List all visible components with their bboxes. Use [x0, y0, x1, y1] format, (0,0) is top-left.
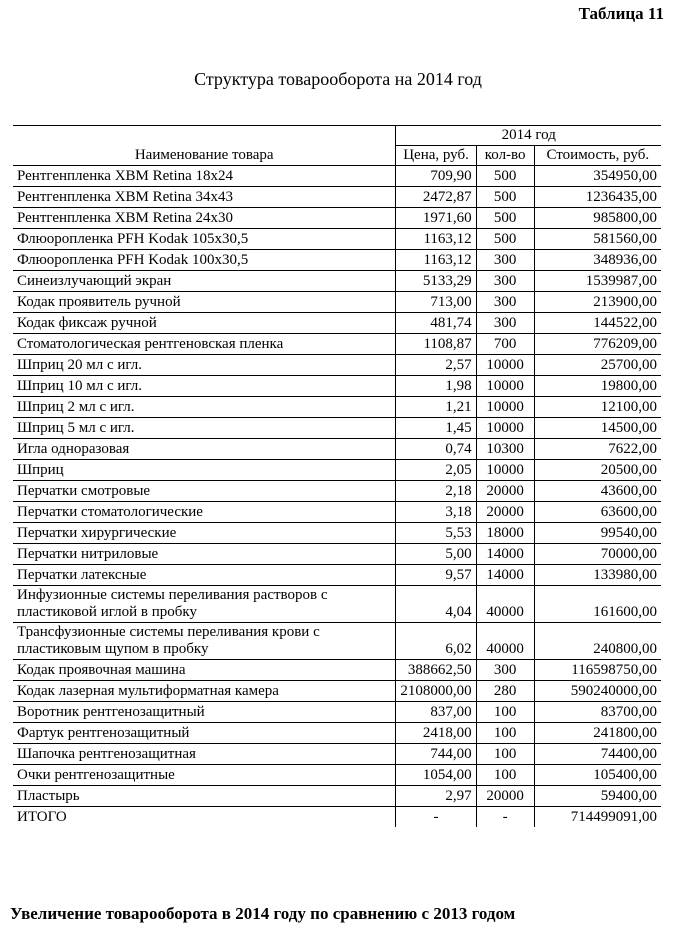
item-cost: 99540,00 [534, 523, 661, 544]
item-qty: 300 [476, 271, 534, 292]
item-cost: 241800,00 [534, 723, 661, 744]
column-header-year: 2014 год [396, 126, 661, 146]
total-cost: 714499091,00 [534, 807, 661, 828]
item-name: Трансфузионные системы переливания крови с пластиковым щупом в пробку [13, 623, 396, 660]
item-cost: 12100,00 [534, 397, 661, 418]
item-cost: 20500,00 [534, 460, 661, 481]
item-qty: 300 [476, 250, 534, 271]
table-number: Таблица 11 [578, 4, 664, 23]
total-row [13, 807, 661, 828]
table-row [13, 502, 661, 523]
item-price: 388662,50 [396, 660, 476, 681]
table-row [13, 397, 661, 418]
item-name: Синеизлучающий экран [13, 271, 396, 292]
item-name: Перчатки нитриловые [13, 544, 396, 565]
item-name: Кодак фиксаж ручной [13, 313, 396, 334]
table-row [13, 523, 661, 544]
table-row [13, 208, 661, 229]
item-name: Флюоропленка PFH Kodak 100х30,5 [13, 250, 396, 271]
item-name: Рентгенпленка XBM Retina 24х30 [13, 208, 396, 229]
item-qty: 100 [476, 765, 534, 786]
item-qty: 300 [476, 313, 534, 334]
item-qty: 700 [476, 334, 534, 355]
item-qty: 10000 [476, 397, 534, 418]
item-name: Шапочка рентгенозащитная [13, 744, 396, 765]
total-label: ИТОГО [13, 807, 396, 828]
table-row [13, 586, 661, 623]
item-cost: 63600,00 [534, 502, 661, 523]
table-row [13, 744, 661, 765]
item-cost: 105400,00 [534, 765, 661, 786]
item-qty: 10000 [476, 418, 534, 439]
item-qty: 10000 [476, 460, 534, 481]
table-header-row [13, 126, 661, 146]
item-qty: 500 [476, 229, 534, 250]
table-row [13, 765, 661, 786]
item-price: 1,98 [396, 376, 476, 397]
item-qty: 500 [476, 166, 534, 187]
item-qty: 10000 [476, 355, 534, 376]
item-qty: 10300 [476, 439, 534, 460]
item-qty: 20000 [476, 786, 534, 807]
item-name: Флюоропленка PFH Kodak 105х30,5 [13, 229, 396, 250]
total-price: - [396, 807, 476, 828]
table-row [13, 313, 661, 334]
item-price: 2,97 [396, 786, 476, 807]
table-row [13, 166, 661, 187]
item-cost: 116598750,00 [534, 660, 661, 681]
item-cost: 74400,00 [534, 744, 661, 765]
item-cost: 354950,00 [534, 166, 661, 187]
item-price: 744,00 [396, 744, 476, 765]
goods-table [13, 125, 661, 827]
item-name: Воротник рентгенозащитный [13, 702, 396, 723]
item-price: 837,00 [396, 702, 476, 723]
item-name: Кодак проявочная машина [13, 660, 396, 681]
table-row [13, 565, 661, 586]
item-name: Перчатки хирургические [13, 523, 396, 544]
item-name: Рентгенпленка XBM Retina 18х24 [13, 166, 396, 187]
item-qty: 10000 [476, 376, 534, 397]
item-cost: 144522,00 [534, 313, 661, 334]
item-cost: 1236435,00 [534, 187, 661, 208]
item-name: Шприц 20 мл с игл. [13, 355, 396, 376]
item-price: 5,53 [396, 523, 476, 544]
item-price: 0,74 [396, 439, 476, 460]
item-name: Шприц 2 мл с игл. [13, 397, 396, 418]
table-row [13, 723, 661, 744]
item-name: Кодак лазерная мультиформатная камера [13, 681, 396, 702]
item-cost: 133980,00 [534, 565, 661, 586]
item-name: Перчатки стоматологические [13, 502, 396, 523]
item-price: 2,57 [396, 355, 476, 376]
item-name: Инфузионные системы переливания растворов с пластиковой иглой в пробку [13, 586, 396, 623]
item-price: 1054,00 [396, 765, 476, 786]
item-name: Фартук рентгенозащитный [13, 723, 396, 744]
table-row [13, 292, 661, 313]
item-qty: 100 [476, 723, 534, 744]
item-cost: 213900,00 [534, 292, 661, 313]
item-cost: 240800,00 [534, 623, 661, 660]
table-row [13, 187, 661, 208]
total-qty: - [476, 807, 534, 828]
item-price: 5,00 [396, 544, 476, 565]
item-cost: 14500,00 [534, 418, 661, 439]
item-price: 2472,87 [396, 187, 476, 208]
item-name: Перчатки смотровые [13, 481, 396, 502]
item-price: 1163,12 [396, 250, 476, 271]
table-row [13, 271, 661, 292]
item-cost: 348936,00 [534, 250, 661, 271]
item-price: 481,74 [396, 313, 476, 334]
item-price: 2418,00 [396, 723, 476, 744]
table-row [13, 334, 661, 355]
item-cost: 581560,00 [534, 229, 661, 250]
item-cost: 19800,00 [534, 376, 661, 397]
table-row [13, 250, 661, 271]
item-price: 2,18 [396, 481, 476, 502]
item-qty: 20000 [476, 502, 534, 523]
item-cost: 59400,00 [534, 786, 661, 807]
table-row [13, 376, 661, 397]
item-price: 1,45 [396, 418, 476, 439]
item-name: Рентгенпленка XBM Retina 34х43 [13, 187, 396, 208]
item-qty: 18000 [476, 523, 534, 544]
item-qty: 14000 [476, 565, 534, 586]
table-row [13, 481, 661, 502]
item-price: 6,02 [396, 623, 476, 660]
item-name: Очки рентгенозащитные [13, 765, 396, 786]
item-qty: 14000 [476, 544, 534, 565]
table-row [13, 623, 661, 660]
item-qty: 20000 [476, 481, 534, 502]
item-qty: 40000 [476, 623, 534, 660]
item-cost: 590240000,00 [534, 681, 661, 702]
item-price: 1971,60 [396, 208, 476, 229]
item-price: 3,18 [396, 502, 476, 523]
table-row [13, 702, 661, 723]
item-qty: 40000 [476, 586, 534, 623]
item-qty: 100 [476, 744, 534, 765]
table-row [13, 229, 661, 250]
item-qty: 100 [476, 702, 534, 723]
table-row [13, 786, 661, 807]
item-cost: 7622,00 [534, 439, 661, 460]
item-qty: 300 [476, 660, 534, 681]
item-name: Пластырь [13, 786, 396, 807]
table-row [13, 418, 661, 439]
item-price: 709,90 [396, 166, 476, 187]
item-cost: 161600,00 [534, 586, 661, 623]
item-cost: 43600,00 [534, 481, 661, 502]
item-price: 5133,29 [396, 271, 476, 292]
item-price: 2108000,00 [396, 681, 476, 702]
document-title: Структура товарооборота на 2014 год [194, 69, 482, 89]
item-price: 4,04 [396, 586, 476, 623]
footer-text: Увеличение товарооборота в 2014 году по сравнению с 2013 годом [10, 904, 516, 923]
item-name: Перчатки латексные [13, 565, 396, 586]
table-row [13, 660, 661, 681]
item-name: Шприц 10 мл с игл. [13, 376, 396, 397]
item-qty: 280 [476, 681, 534, 702]
item-cost: 70000,00 [534, 544, 661, 565]
item-price: 1163,12 [396, 229, 476, 250]
item-price: 2,05 [396, 460, 476, 481]
item-name: Игла одноразовая [13, 439, 396, 460]
item-cost: 985800,00 [534, 208, 661, 229]
item-name: Стоматологическая рентгеновская пленка [13, 334, 396, 355]
item-cost: 776209,00 [534, 334, 661, 355]
table-row [13, 439, 661, 460]
item-name: Шприц [13, 460, 396, 481]
table-row [13, 544, 661, 565]
item-qty: 300 [476, 292, 534, 313]
column-header-price: Цена, руб. [396, 146, 476, 166]
item-name: Шприц 5 мл с игл. [13, 418, 396, 439]
table-row [13, 355, 661, 376]
item-cost: 1539987,00 [534, 271, 661, 292]
item-price: 9,57 [396, 565, 476, 586]
item-cost: 83700,00 [534, 702, 661, 723]
table-row [13, 460, 661, 481]
item-cost: 25700,00 [534, 355, 661, 376]
item-name: Кодак проявитель ручной [13, 292, 396, 313]
item-qty: 500 [476, 208, 534, 229]
table-row [13, 681, 661, 702]
column-header-cost: Стоимость, руб. [534, 146, 661, 166]
item-price: 1,21 [396, 397, 476, 418]
item-qty: 500 [476, 187, 534, 208]
item-price: 713,00 [396, 292, 476, 313]
column-header-name: Наименование товара [13, 126, 396, 166]
column-header-qty: кол-во [476, 146, 534, 166]
item-price: 1108,87 [396, 334, 476, 355]
